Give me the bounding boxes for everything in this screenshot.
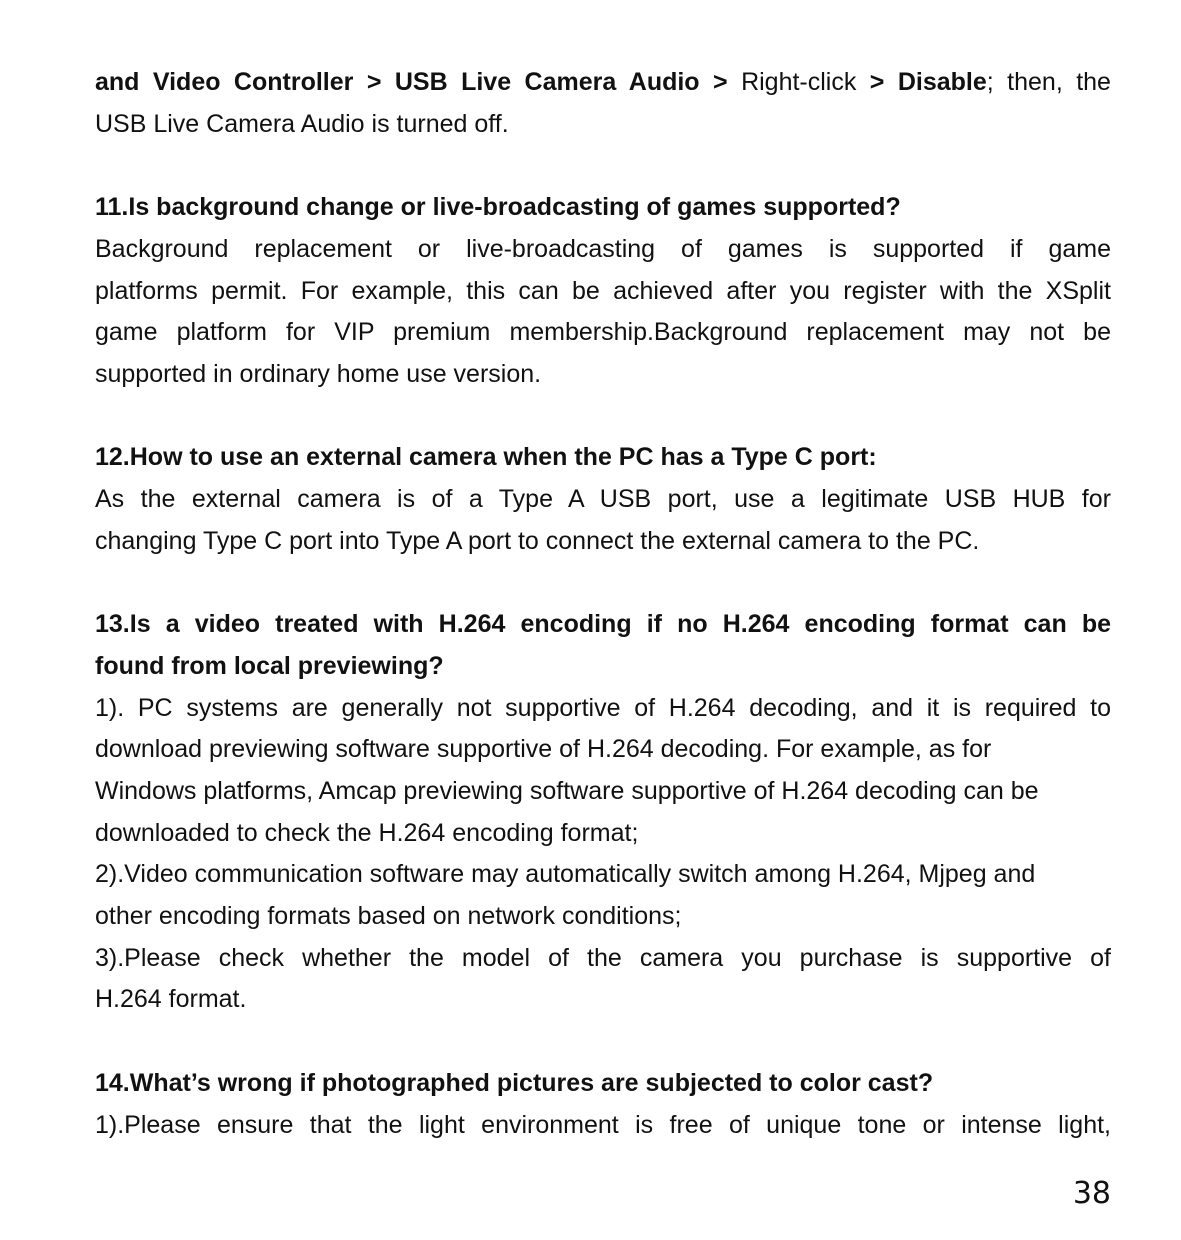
q13-line: 3).Please check whether the model of the camera you purchase is supportive of xyxy=(95,943,1111,972)
q13-line: 1). PC systems are generally not supportive of H.264 decoding, and it is required to xyxy=(95,693,1111,722)
section-gap xyxy=(95,562,1111,604)
q14-heading: 14.What’s wrong if photographed pictures are subjected to color cast? xyxy=(95,1068,934,1097)
intro-path-right-click: Right-click xyxy=(741,68,857,96)
q11-line: supported in ordinary home use version. xyxy=(95,359,542,388)
manual-page-body xyxy=(95,62,1111,1146)
path-separator-icon: > xyxy=(366,68,382,96)
q13-line: other encoding formats based on network conditions; xyxy=(95,902,682,931)
path-separator-icon: > xyxy=(713,68,728,96)
q13-heading-line-2: found from local previewing? xyxy=(95,651,444,680)
q11-line: Background replacement or live-broadcasting of games is supported if game xyxy=(95,234,1111,263)
q13-line: Windows platforms, Amcap previewing software supportive of H.264 decoding can be xyxy=(95,776,1039,805)
q12-heading: 12.How to use an external camera when the PC has a Type C port: xyxy=(95,443,877,472)
q12-line: changing Type C port into Type A port to connect the external camera to the PC. xyxy=(95,526,980,555)
q11-line: platforms permit. For example, this can be achieved after you register with the XSplit xyxy=(95,276,1111,305)
q13-heading-line-1: 13.Is a video treated with H.264 encoding if no H.264 encoding format can be xyxy=(95,610,1111,639)
page-number: 38 xyxy=(1072,1176,1111,1211)
intro-path-disable: Disable xyxy=(897,68,987,96)
q14-line: 1).Please ensure that the light environment is free of unique tone or intense light, xyxy=(95,1110,1111,1139)
q13-line: downloaded to check the H.264 encoding format; xyxy=(95,818,639,847)
intro-path-usb-audio: USB Live Camera Audio xyxy=(394,68,700,96)
q12-line: As the external camera is of a Type A USB port, use a legitimate USB HUB for xyxy=(95,485,1111,513)
q11-line: game platform for VIP premium membership.Background replacement may not be xyxy=(95,318,1111,347)
q13-line: 2).Video communication software may automatically switch among H.264, Mjpeg and xyxy=(95,860,1036,889)
q13-line: H.264 format. xyxy=(95,985,247,1014)
q11-heading: 11.Is background change or live-broadcasting of games supported? xyxy=(95,193,901,222)
section-gap xyxy=(95,396,1111,438)
intro-line-1 xyxy=(95,62,1111,104)
section-gap xyxy=(95,145,1111,187)
section-gap xyxy=(95,1021,1111,1063)
intro-path-video-controller: and Video Controller xyxy=(95,68,354,96)
path-separator-icon: > xyxy=(869,68,885,96)
q13-line: download previewing software supportive of H.264 decoding. For example, as for xyxy=(95,735,992,764)
intro-line-2: USB Live Camera Audio is turned off. xyxy=(95,109,509,138)
intro-tail: ; then, the xyxy=(986,68,1111,96)
